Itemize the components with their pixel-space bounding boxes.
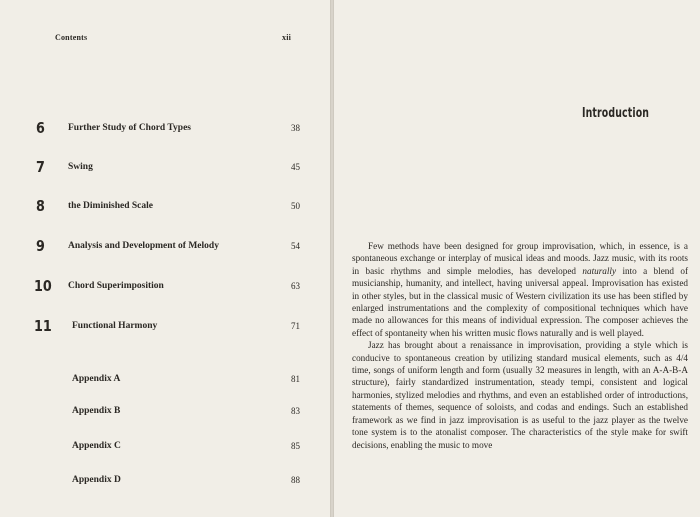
toc-entry: [0, 157, 330, 177]
appendix-title: Appendix A: [72, 374, 121, 384]
paragraph-text: Few methods have been designed for group improvisation, which, in essence, is a spontaneous exchange or interplay of musical ideas and moods. Jazz music, with its roots in basic rhythms and simple melodies, has developed: [352, 241, 688, 276]
appendix-entry: [0, 403, 330, 419]
contents-page: [0, 0, 330, 517]
running-head: Contents: [55, 33, 88, 42]
appendix-page: 81: [291, 374, 300, 384]
chapter-number: 9: [36, 237, 45, 255]
appendix-entry: [0, 438, 330, 454]
chapter-number: 6: [36, 119, 45, 137]
appendix-entry: [0, 371, 330, 387]
page-title: Introduction: [582, 106, 650, 121]
chapter-page: 71: [291, 321, 300, 331]
chapter-number: 11: [34, 317, 52, 335]
chapter-title: Functional Harmony: [72, 321, 158, 331]
chapter-number: 8: [36, 197, 45, 215]
appendix-page: 83: [291, 406, 300, 416]
toc-entry: [0, 196, 330, 216]
chapter-page: 45: [291, 162, 300, 172]
chapter-title: Analysis and Development of Melody: [68, 241, 219, 251]
chapter-page: 50: [291, 201, 300, 211]
chapter-title: Swing: [68, 162, 93, 172]
toc-entry: [0, 316, 330, 336]
appendix-entry: [0, 472, 330, 488]
chapter-page: 54: [291, 241, 300, 251]
chapter-number: 7: [36, 158, 45, 176]
introduction-page: [334, 0, 700, 517]
appendix-page: 85: [291, 441, 300, 451]
chapter-page: 63: [291, 281, 300, 291]
chapter-title: Chord Superimposition: [68, 281, 164, 291]
toc-entry: [0, 276, 330, 296]
chapter-number: 10: [34, 277, 52, 295]
chapter-page: 38: [291, 123, 300, 133]
chapter-title: Further Study of Chord Types: [68, 123, 191, 133]
paragraph-text: into a blend of musicianship, humanity, and intellect, having universal appeal. Improvisation has existed in other styles, but in the classical music of Western civilization its use has been stifled by enlarged instrumentations and the complexity of compositional techniques which have made no allowances for this means of individual expression. The composer achieves the effect of spontaneity when his written music flows naturally and is well played.: [352, 265, 688, 338]
appendix-page: 88: [291, 475, 300, 485]
appendix-title: Appendix C: [72, 441, 121, 451]
paragraph: [352, 240, 688, 339]
emphasis-text: naturally: [582, 265, 617, 276]
intro-body: [352, 240, 688, 451]
page-folio: xii: [282, 33, 292, 42]
paragraph: Jazz has brought about a renaissance in improvisation, providing a style which is conducive to spontaneous creation by utilizing standard musical elements, such as 4/4 time, songs of uniform length and form (usually 32 measures in length, with an A-A-B-A structure), fairly standardized instrumentation, steady tempi, consistent and logical harmonies, stylized melodies and rhythms, and even an established order of introductions, statements of themes, sequence of soloists, and codas and endings. Such an established framework as we find in jazz improvisation is as useful to the jazz player as the twelve tone system is to the atonalist composer. The characteristics of the style make for swift decisions, enabling the music to move: [352, 340, 688, 450]
toc-entry: [0, 118, 330, 138]
toc-entry: [0, 236, 330, 256]
appendix-title: Appendix D: [72, 475, 121, 485]
appendix-title: Appendix B: [72, 406, 121, 416]
chapter-title: the Diminished Scale: [68, 201, 153, 211]
